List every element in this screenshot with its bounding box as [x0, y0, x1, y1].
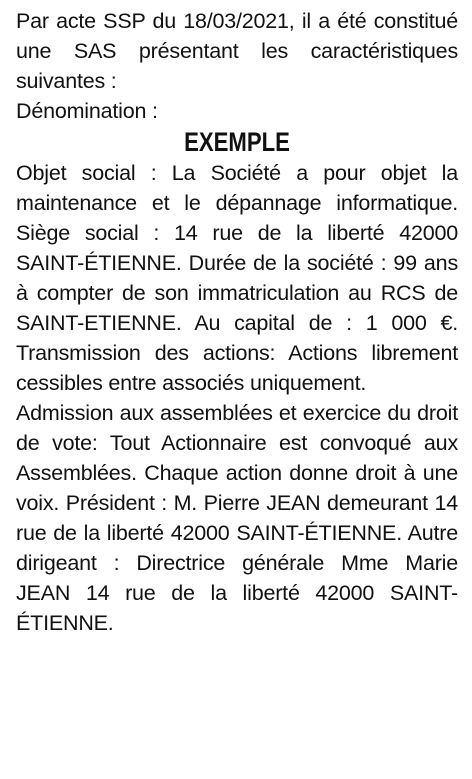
denomination-label: Dénomination : — [16, 99, 158, 123]
notice-intro: Par acte SSP du 18/03/2021, il a été constitué une SAS présentant les caractéristiques suivantes : — [16, 9, 458, 93]
notice-body-paragraph-2: Admission aux assemblées et exercice du droit de vote: Tout Actionnaire est convoqué aux Assemblées. Chaque action donne droit à une voix. Président : M. Pierre JEAN demeurant 14 rue de la liberté 42000 SAINT-ÉTIENNE. Autre dirigeant : Directrice générale Mme Marie JEAN 14 rue de la liberté 42000 SAINT-ÉTIENNE. — [16, 401, 458, 635]
notice-body-paragraph-1: Objet social : La Société a pour objet la maintenance et le dépannage informatique. Siège social : 14 rue de la liberté 42000 SAINT-ÉTIENNE. Durée de la société : 99 ans à compter de son immatriculation au RCS de SAINT-ETIENNE. Au capital de : 1 000 €. Transmission des actions: Actions librement cessibles entre associés uniquement. — [16, 161, 458, 395]
company-name: EXEMPLE — [184, 127, 290, 157]
